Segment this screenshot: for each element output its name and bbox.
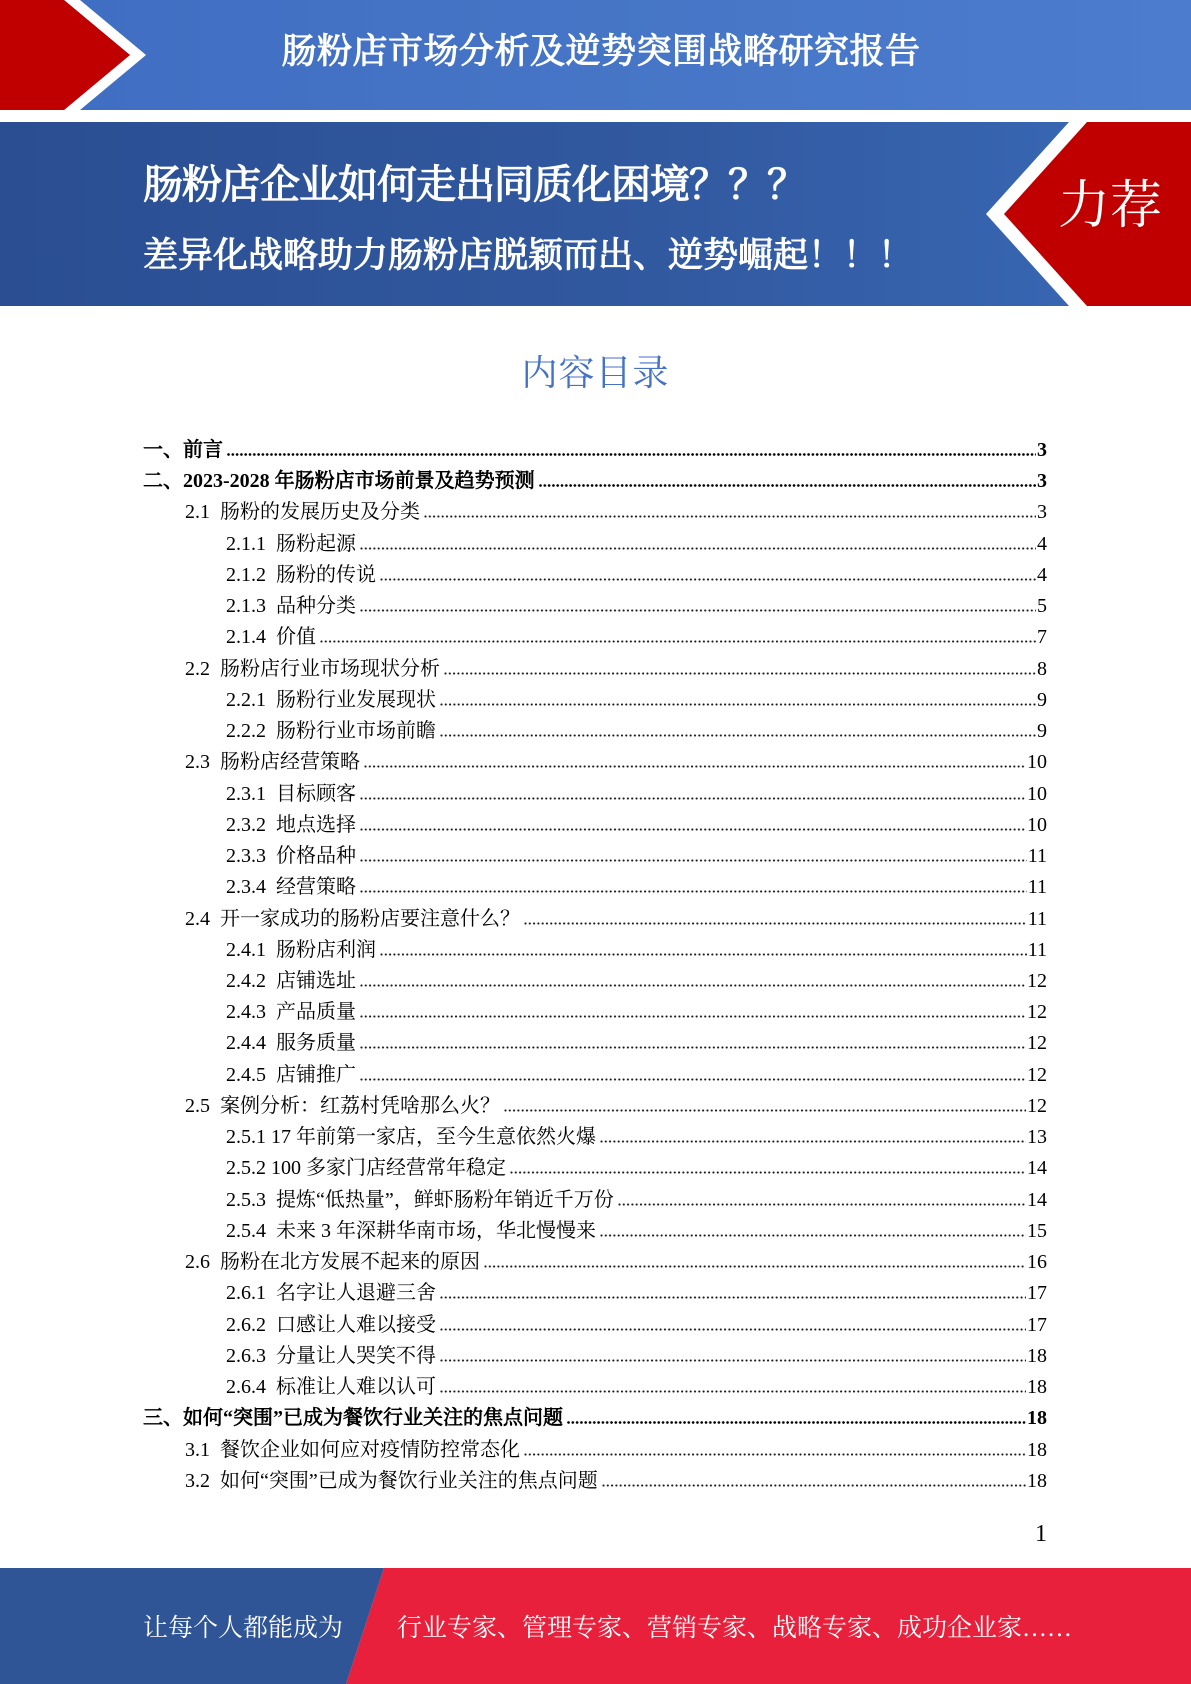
toc-entry-title: 2.6 肠粉在北方发展不起来的原因 bbox=[185, 1251, 480, 1274]
toc-leader-dots bbox=[510, 1171, 1026, 1174]
toc-entry bbox=[143, 529, 1047, 560]
toc-entry-title: 2.4.1 肠粉店利润 bbox=[226, 938, 376, 961]
toc-entry-title: 三、如何“突围”已成为餐饮行业关注的焦点问题 bbox=[143, 1407, 563, 1430]
recommend-badge: 力荐 bbox=[1058, 178, 1163, 235]
toc-leader-dots bbox=[600, 1140, 1026, 1143]
banner-subheadline: 差异化战略助力肠粉店脱颖而出、逆势崛起！！！ bbox=[143, 236, 914, 275]
toc-leader-dots bbox=[440, 1296, 1026, 1299]
toc-entry-title: 2.1 肠粉的发展历史及分类 bbox=[185, 501, 420, 524]
header-banner bbox=[0, 0, 1191, 110]
toc-entry-title: 2.3.2 地点选择 bbox=[226, 813, 356, 836]
toc-leader-dots bbox=[360, 797, 1026, 800]
toc-page-number: 13 bbox=[1027, 1126, 1047, 1149]
toc-entry bbox=[143, 935, 1047, 966]
toc-page-number: 11 bbox=[1027, 938, 1047, 961]
toc-entry-title: 2.3.3 价格品种 bbox=[226, 845, 356, 868]
toc-leader-dots bbox=[504, 1109, 1026, 1112]
toc-entry bbox=[143, 1028, 1047, 1059]
toc-entry-title: 2.1.3 品种分类 bbox=[226, 595, 356, 618]
toc-page-number: 14 bbox=[1027, 1157, 1047, 1180]
toc-entry-title: 2.6.1 名字让人退避三舍 bbox=[226, 1282, 436, 1305]
toc-entry-title: 2.5.2 100 多家门店经营常年稳定 bbox=[226, 1157, 506, 1180]
toc-entry-title: 2.3 肠粉店经营策略 bbox=[185, 751, 360, 774]
toc-leader-dots bbox=[360, 1015, 1026, 1018]
toc-entry bbox=[143, 435, 1047, 466]
toc-entry bbox=[143, 497, 1047, 528]
toc-entry-title: 2.4.3 产品质量 bbox=[226, 1001, 356, 1024]
toc-page-number: 9 bbox=[1037, 688, 1047, 711]
slogan-banner bbox=[0, 122, 1191, 306]
toc-leader-dots bbox=[618, 1203, 1026, 1206]
toc-leader-dots bbox=[440, 1390, 1026, 1393]
toc-page-number: 17 bbox=[1027, 1313, 1047, 1336]
toc-page-number: 12 bbox=[1027, 1032, 1047, 1055]
toc-page-number: 8 bbox=[1037, 657, 1047, 680]
toc-entry bbox=[143, 1247, 1047, 1278]
toc-entry bbox=[143, 779, 1047, 810]
toc-entry bbox=[143, 1466, 1047, 1497]
toc-entry-title: 3.1 餐饮企业如何应对疫情防控常态化 bbox=[185, 1438, 520, 1461]
toc-page-number: 18 bbox=[1027, 1469, 1047, 1492]
toc-entry-title: 2.5 案例分析：红荔村凭啥那么火？ bbox=[185, 1094, 500, 1117]
toc-entry bbox=[143, 1185, 1047, 1216]
toc-entry bbox=[143, 841, 1047, 872]
toc-entry-title: 2.2.2 肠粉行业市场前瞻 bbox=[226, 720, 436, 743]
toc-entry bbox=[143, 747, 1047, 778]
toc-entry-title: 2.3.1 目标顾客 bbox=[226, 782, 356, 805]
toc-entry-title: 2.1.2 肠粉的传说 bbox=[226, 563, 376, 586]
toc-leader-dots bbox=[360, 828, 1026, 831]
toc-leader-dots bbox=[360, 890, 1027, 893]
toc-entry bbox=[143, 685, 1047, 716]
toc-page-number: 10 bbox=[1027, 782, 1047, 805]
toc-page-number: 12 bbox=[1027, 1001, 1047, 1024]
toc-entry bbox=[143, 654, 1047, 685]
toc-page-number: 4 bbox=[1037, 563, 1047, 586]
toc-page-number: 18 bbox=[1027, 1376, 1047, 1399]
toc-page-number: 14 bbox=[1027, 1188, 1047, 1211]
toc-entry-title: 2.6.2 口感让人难以接受 bbox=[226, 1313, 436, 1336]
badge-chevron-decoration bbox=[0, 122, 1191, 306]
toc-leader-dots bbox=[360, 859, 1027, 862]
toc-page-number: 4 bbox=[1037, 532, 1047, 555]
toc-entry bbox=[143, 1091, 1047, 1122]
toc-leader-dots bbox=[360, 1078, 1026, 1081]
toc-leader-dots bbox=[524, 922, 1027, 925]
toc-entry bbox=[143, 904, 1047, 935]
toc-leader-dots bbox=[602, 1484, 1026, 1487]
toc-leader-dots bbox=[524, 1453, 1026, 1456]
toc-page-number: 10 bbox=[1027, 813, 1047, 836]
toc-entry-title: 2.2.1 肠粉行业发展现状 bbox=[226, 688, 436, 711]
toc-page-number: 7 bbox=[1037, 626, 1047, 649]
toc-page-number: 16 bbox=[1027, 1251, 1047, 1274]
toc-page-number: 12 bbox=[1027, 969, 1047, 992]
toc-page-number: 10 bbox=[1027, 751, 1047, 774]
page-number: 1 bbox=[1035, 1521, 1047, 1547]
table-of-contents bbox=[143, 435, 1047, 1497]
toc-entry bbox=[143, 810, 1047, 841]
toc-entry bbox=[143, 966, 1047, 997]
toc-leader-dots bbox=[380, 953, 1027, 956]
toc-entry bbox=[143, 716, 1047, 747]
toc-entry bbox=[143, 1060, 1047, 1091]
toc-entry bbox=[143, 997, 1047, 1028]
toc-page-number: 3 bbox=[1037, 439, 1047, 461]
toc-page-number: 3 bbox=[1037, 501, 1047, 524]
toc-entry-title: 2.3.4 经营策略 bbox=[226, 876, 356, 899]
toc-page-number: 15 bbox=[1027, 1219, 1047, 1242]
toc-entry bbox=[143, 1403, 1047, 1434]
toc-entry bbox=[143, 622, 1047, 653]
toc-entry-title: 二、2023-2028 年肠粉店市场前景及趋势预测 bbox=[143, 470, 535, 493]
toc-entry-title: 2.4 开一家成功的肠粉店要注意什么？ bbox=[185, 907, 520, 930]
toc-entry-title: 2.1.1 肠粉起源 bbox=[226, 532, 356, 555]
toc-entry-title: 2.4.2 店铺选址 bbox=[226, 969, 356, 992]
toc-entry bbox=[143, 1278, 1047, 1309]
toc-entry bbox=[143, 1341, 1047, 1372]
toc-entry bbox=[143, 466, 1047, 497]
toc-leader-dots bbox=[440, 1359, 1026, 1362]
toc-page-number: 18 bbox=[1027, 1407, 1047, 1430]
toc-leader-dots bbox=[424, 515, 1036, 518]
toc-entry-title: 2.4.4 服务质量 bbox=[226, 1032, 356, 1055]
toc-entry bbox=[143, 872, 1047, 903]
banner-headline: 肠粉店企业如何走出同质化困境？？？ bbox=[143, 163, 806, 207]
toc-entry-title: 3.2 如何“突围”已成为餐饮行业关注的焦点问题 bbox=[185, 1469, 598, 1492]
toc-leader-dots bbox=[440, 734, 1036, 737]
toc-leader-dots bbox=[484, 1265, 1026, 1268]
header-chevron-decoration bbox=[0, 0, 160, 110]
toc-entry bbox=[143, 560, 1047, 591]
toc-leader-dots bbox=[360, 547, 1036, 550]
toc-leader-dots bbox=[444, 672, 1036, 675]
toc-entry-title: 2.5.3 提炼“低热量”，鲜虾肠粉年销近千万份 bbox=[226, 1188, 614, 1211]
toc-entry-title: 2.5.1 17 年前第一家店，至今生意依然火爆 bbox=[226, 1126, 596, 1149]
toc-entry bbox=[143, 1310, 1047, 1341]
toc-entry-title: 2.6.3 分量让人哭笑不得 bbox=[226, 1344, 436, 1367]
toc-entry-title: 2.6.4 标准让人难以认可 bbox=[226, 1376, 436, 1399]
toc-leader-dots bbox=[360, 609, 1036, 612]
toc-leader-dots bbox=[380, 578, 1036, 581]
footer-slogan-lead: 让每个人都能成为 bbox=[143, 1615, 344, 1642]
toc-leader-dots bbox=[440, 703, 1036, 706]
toc-leader-dots bbox=[320, 640, 1036, 643]
toc-title: 内容目录 bbox=[521, 352, 670, 393]
footer-banner bbox=[0, 1568, 1191, 1684]
toc-leader-dots bbox=[600, 1234, 1026, 1237]
toc-leader-dots bbox=[440, 1328, 1026, 1331]
toc-leader-dots bbox=[227, 453, 1036, 456]
toc-page-number: 12 bbox=[1027, 1094, 1047, 1117]
toc-entry bbox=[143, 1122, 1047, 1153]
report-title: 肠粉店市场分析及逆势突围战略研究报告 bbox=[281, 32, 921, 71]
toc-leader-dots bbox=[539, 484, 1036, 487]
toc-entry bbox=[143, 1216, 1047, 1247]
toc-entry-title: 2.2 肠粉店行业市场现状分析 bbox=[185, 657, 440, 680]
toc-page-number: 17 bbox=[1027, 1282, 1047, 1305]
toc-page-number: 11 bbox=[1027, 876, 1047, 899]
toc-entry-title: 2.1.4 价值 bbox=[226, 626, 316, 649]
toc-entry bbox=[143, 1435, 1047, 1466]
toc-leader-dots bbox=[364, 765, 1026, 768]
footer-slogan-roles: 行业专家、管理专家、营销专家、战略专家、成功企业家…… bbox=[397, 1615, 1073, 1642]
toc-entry-title: 一、前言 bbox=[143, 439, 223, 461]
toc-leader-dots bbox=[567, 1421, 1026, 1424]
toc-page-number: 11 bbox=[1027, 907, 1047, 930]
toc-page-number: 18 bbox=[1027, 1344, 1047, 1367]
toc-page-number: 3 bbox=[1037, 470, 1047, 493]
toc-page-number: 11 bbox=[1027, 845, 1047, 868]
toc-page-number: 18 bbox=[1027, 1438, 1047, 1461]
toc-page-number: 9 bbox=[1037, 720, 1047, 743]
toc-entry-title: 2.4.5 店铺推广 bbox=[226, 1063, 356, 1086]
toc-entry bbox=[143, 1372, 1047, 1403]
toc-page-number: 5 bbox=[1037, 595, 1047, 618]
toc-entry bbox=[143, 1153, 1047, 1184]
toc-leader-dots bbox=[360, 984, 1026, 987]
toc-entry bbox=[143, 591, 1047, 622]
toc-entry-title: 2.5.4 未来 3 年深耕华南市场，华北慢慢来 bbox=[226, 1219, 596, 1242]
toc-page-number: 12 bbox=[1027, 1063, 1047, 1086]
toc-leader-dots bbox=[360, 1046, 1026, 1049]
